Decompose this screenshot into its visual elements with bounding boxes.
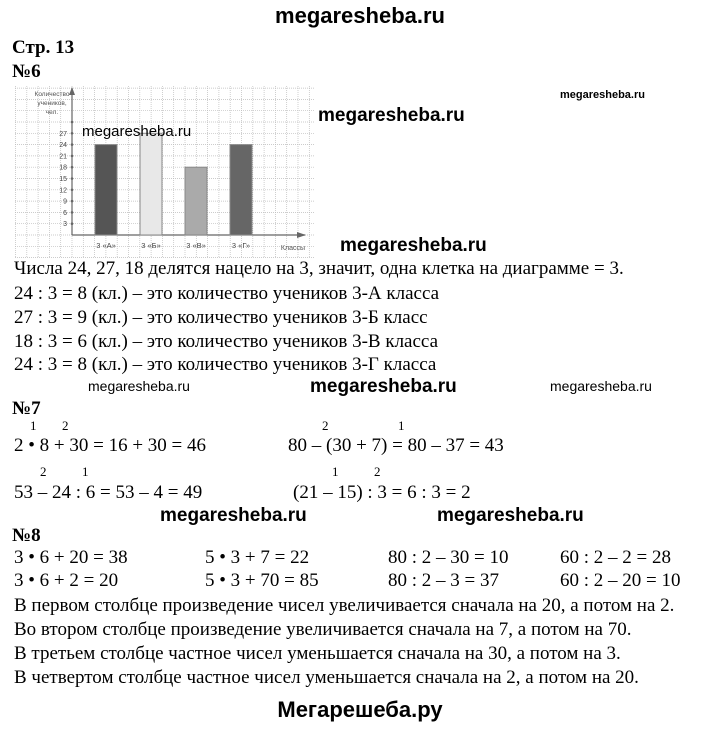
y-tick-label: 21 bbox=[59, 153, 67, 161]
task6-title: №6 bbox=[12, 61, 41, 82]
text-line: В первом столбце произведение чисел увеличивается сначала на 20, а потом на 2. bbox=[14, 595, 675, 616]
order-mark: 1 bbox=[82, 464, 89, 479]
text-line: Числа 24, 27, 18 делятся нацело на 3, значит, одна клетка на диаграмме = 3. bbox=[14, 258, 624, 279]
expression: 2 • 8 + 30 = 16 + 30 = 46 bbox=[14, 435, 207, 456]
expression: 80 : 2 – 30 = 10 bbox=[388, 547, 509, 568]
text-line: 18 : 3 = 6 (кл.) – это количество учеников 3-В класса bbox=[14, 331, 439, 352]
y-tick bbox=[71, 166, 74, 169]
y-tick bbox=[71, 143, 74, 146]
watermark: megaresheba.ru bbox=[437, 505, 584, 526]
order-mark: 1 bbox=[332, 464, 339, 479]
page-label: Стр. 13 bbox=[12, 37, 75, 58]
y-tick-label: 18 bbox=[59, 164, 67, 172]
expression: 80 : 2 – 3 = 37 bbox=[388, 570, 499, 591]
text-line: Во втором столбце произведение увеличивается сначала на 7, а потом на 70. bbox=[14, 619, 632, 640]
text-line: 27 : 3 = 9 (кл.) – это количество учеников 3-Б класс bbox=[14, 307, 428, 328]
y-tick bbox=[71, 200, 74, 203]
y-tick bbox=[71, 155, 74, 158]
y-tick-label: 15 bbox=[59, 176, 67, 183]
order-mark: 2 bbox=[62, 418, 69, 433]
header-site[interactable]: megaresheba.ru bbox=[275, 3, 445, 28]
y-tick bbox=[71, 189, 74, 192]
y-axis-label: чел. bbox=[45, 109, 59, 116]
x-axis-arrow bbox=[297, 232, 306, 238]
expression: 3 • 6 + 20 = 38 bbox=[14, 547, 128, 568]
text-line: 24 : 3 = 8 (кл.) – это количество учеников 3-А класса bbox=[14, 283, 440, 304]
text-line: В четвертом столбце частное чисел уменьшается сначала на 2, а потом на 20. bbox=[14, 667, 639, 688]
y-tick bbox=[71, 211, 74, 214]
watermark: megaresheba.ru bbox=[340, 235, 487, 256]
expression: (21 – 15) : 3 = 6 : 3 = 2 bbox=[293, 482, 471, 503]
task7-title: №7 bbox=[12, 398, 41, 419]
order-mark: 1 bbox=[398, 418, 405, 433]
bar-2 bbox=[140, 133, 162, 235]
task8-title: №8 bbox=[12, 525, 41, 546]
order-mark: 2 bbox=[374, 464, 381, 479]
y-tick-label: 12 bbox=[59, 187, 67, 195]
bar-3 bbox=[185, 167, 207, 235]
order-mark: 2 bbox=[40, 464, 47, 479]
y-tick-label: 27 bbox=[59, 130, 67, 138]
y-tick bbox=[71, 132, 74, 135]
expression: 5 • 3 + 70 = 85 bbox=[205, 570, 319, 591]
expression: 60 : 2 – 2 = 28 bbox=[560, 547, 671, 568]
expression: 5 • 3 + 7 = 22 bbox=[205, 547, 310, 568]
bar-4 bbox=[230, 145, 252, 235]
text-line: В третьем столбце частное чисел уменьшается сначала на 30, а потом на 3. bbox=[14, 643, 621, 664]
y-axis-label: Количество bbox=[34, 91, 70, 98]
watermark: megaresheba.ru bbox=[310, 376, 457, 397]
x-axis-label: Классы bbox=[280, 245, 305, 252]
y-tick-label: 9 bbox=[63, 198, 67, 206]
order-mark: 1 bbox=[30, 418, 37, 433]
x-tick-label: 3 «Б» bbox=[141, 241, 161, 250]
order-mark: 2 bbox=[322, 418, 329, 433]
x-tick-label: 3 «В» bbox=[186, 241, 206, 250]
watermark: megaresheba.ru bbox=[82, 123, 192, 140]
expression: 3 • 6 + 2 = 20 bbox=[14, 570, 119, 591]
watermark: megaresheba.ru bbox=[560, 89, 645, 101]
watermark: megaresheba.ru bbox=[550, 378, 652, 394]
x-tick-label: 3 «Г» bbox=[231, 241, 251, 250]
y-tick bbox=[71, 222, 74, 225]
expression: 60 : 2 – 20 = 10 bbox=[560, 570, 681, 591]
text-line: 24 : 3 = 8 (кл.) – это количество учеников 3-Г класса bbox=[14, 354, 437, 375]
expression: 80 – (30 + 7) = 80 – 37 = 43 bbox=[288, 435, 504, 456]
y-tick bbox=[71, 177, 74, 180]
footer-site[interactable]: Мегарешеба.ру bbox=[277, 697, 443, 722]
y-tick-label: 24 bbox=[59, 142, 67, 150]
bar-1 bbox=[95, 145, 117, 235]
watermark: megaresheba.ru bbox=[160, 505, 307, 526]
watermark: megaresheba.ru bbox=[88, 378, 190, 394]
x-tick-label: 3 «А» bbox=[96, 241, 116, 250]
y-tick-label: 6 bbox=[63, 209, 67, 217]
bar-chart bbox=[15, 86, 315, 258]
watermark: megaresheba.ru bbox=[318, 105, 465, 126]
y-axis-label: учеников, bbox=[37, 100, 67, 107]
y-tick-label: 3 bbox=[63, 221, 67, 229]
expression: 53 – 24 : 6 = 53 – 4 = 49 bbox=[14, 482, 203, 503]
y-tick bbox=[71, 121, 74, 124]
